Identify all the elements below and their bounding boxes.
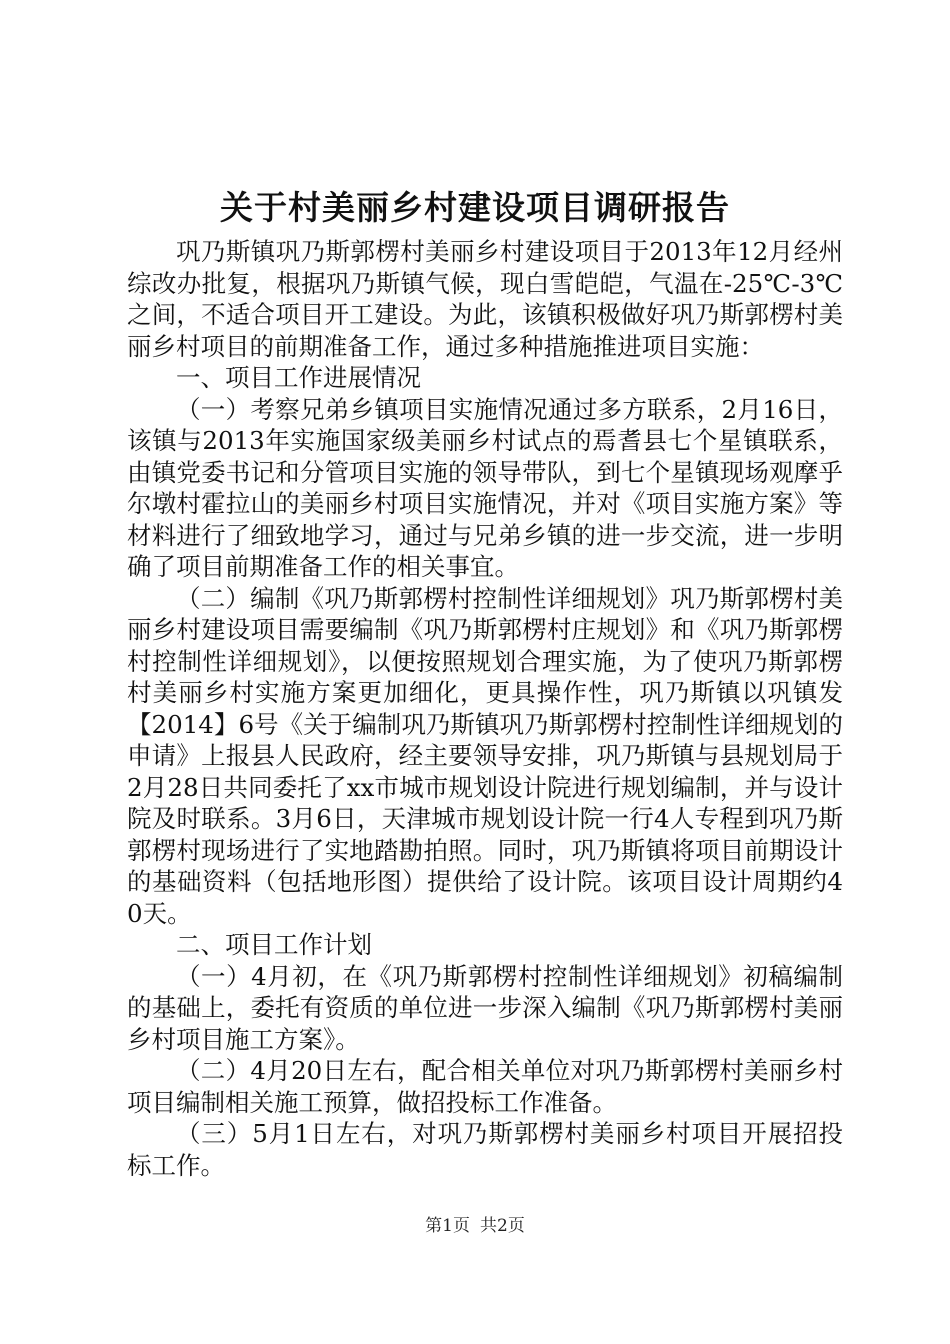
plan-item-2: （二）4月20日左右，配合相关单位对巩乃斯郭楞村美丽乡村项目编制相关施工预算，做招投标工作准备。: [127, 1056, 843, 1117]
paragraph-inspection: （一）考察兄弟乡镇项目实施情况通过多方联系，2月16日，该镇与2013年实施国家级美丽乡村试点的焉耆县七个星镇联系，由镇党委书记和分管项目实施的领导带队，到七个星镇现场观摩乎尔墩村霍拉山的美丽乡村项目实施情况，并对《项目实施方案》等材料进行了细致地学习，通过与兄弟乡镇的进一步交流，进一步明确了项目前期准备工作的相关事宜。: [127, 394, 843, 581]
document-title: 关于村美丽乡村建设项目调研报告: [220, 188, 730, 227]
section-heading-progress: 一、项目工作进展情况: [176, 363, 421, 392]
section-heading-plan: 二、项目工作计划: [176, 930, 372, 959]
plan-item-3: （三）5月1日左右，对巩乃斯郭楞村美丽乡村项目开展招投标工作。: [127, 1119, 843, 1180]
document-body: [127, 236, 843, 1181]
page-number-total: 共2页: [480, 1216, 525, 1236]
intro-paragraph: 巩乃斯镇巩乃斯郭楞村美丽乡村建设项目于2013年12月经州综改办批复，根据巩乃斯镇气候，现白雪皑皑，气温在-25℃-3℃之间，不适合项目开工建设。为此，该镇积极做好巩乃斯郭楞村美丽乡村项目的前期准备工作，通过多种措施推进项目实施：: [127, 237, 843, 361]
plan-item-1: （一）4月初，在《巩乃斯郭楞村控制性详细规划》初稿编制的基础上，委托有资质的单位进一步深入编制《巩乃斯郭楞村美丽乡村项目施工方案》。: [127, 961, 843, 1054]
paragraph-planning: （二）编制《巩乃斯郭楞村控制性详细规划》巩乃斯郭楞村美丽乡村建设项目需要编制《巩乃斯郭楞村庄规划》和《巩乃斯郭楞村控制性详细规划》，以便按照规划合理实施，为了使巩乃斯郭楞村美丽乡村实施方案更加细化，更具操作性，巩乃斯镇以巩镇发【2014】6号《关于编制巩乃斯镇巩乃斯郭楞村控制性详细规划的申请》上报县人民政府，经主要领导安排，巩乃斯镇与县规划局于2月28日共同委托了xx市城市规划设计院进行规划编制，并与设计院及时联系。3月6日，天津城市规划设计院一行4人专程到巩乃斯郭楞村现场进行了实地踏勘拍照。同时，巩乃斯镇将项目前期设计的基础资料（包括地形图）提供给了设计院。该项目设计周期约40天。: [127, 583, 843, 928]
page-footer: [0, 1214, 950, 1238]
page-number-current: 第1页: [425, 1216, 470, 1236]
